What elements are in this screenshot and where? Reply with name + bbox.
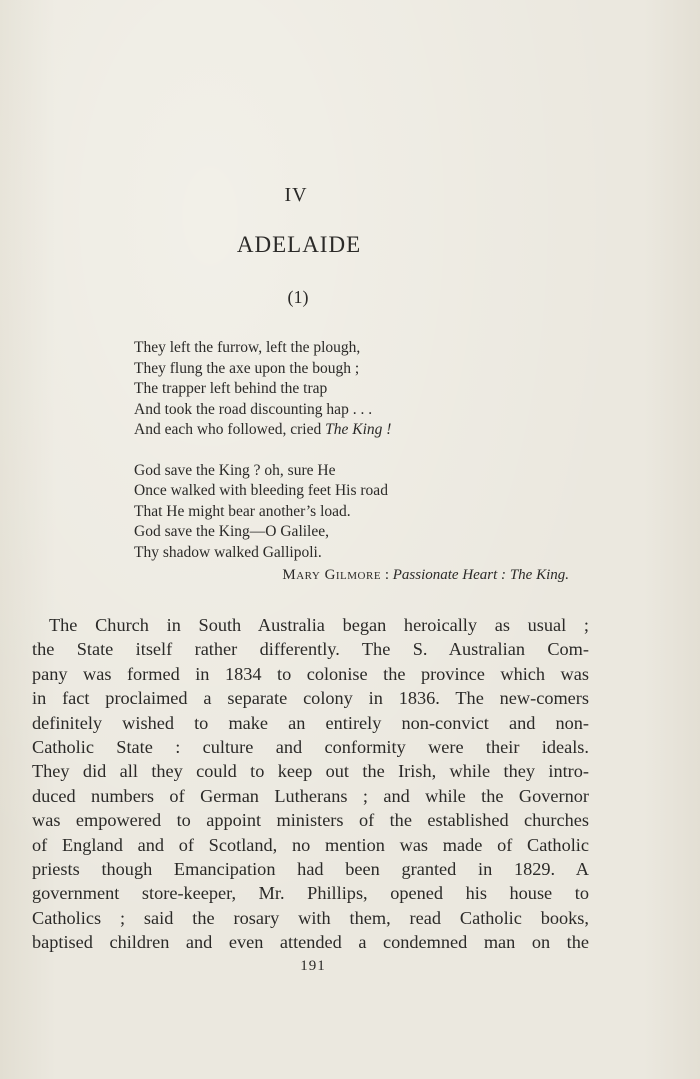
chapter-title: ADELAIDE xyxy=(236,232,362,257)
poem-stanza-2 xyxy=(134,461,391,564)
body-line: Catholic State : culture and conformity were their ideals. xyxy=(32,736,589,757)
poem-line: That He might bear another’s load. xyxy=(134,502,351,520)
poem-line xyxy=(134,420,391,441)
body-line: baptised children and even attended a condemned man on the xyxy=(32,932,589,953)
page-number: 191 xyxy=(300,958,326,974)
body-line: pany was formed in 1834 to colonise the province which was xyxy=(32,663,589,684)
body-line: the State itself rather differently. The S. Australian Com- xyxy=(32,639,589,660)
poem-stanza-1 xyxy=(134,338,391,441)
poem-line: God save the King—O Galilee, xyxy=(134,523,329,540)
body-line: was empowered to appoint ministers of the established churches xyxy=(32,810,589,831)
poem-line: Thy shadow walked Gallipoli. xyxy=(134,543,322,561)
body-paragraph xyxy=(32,613,589,954)
body-line: government store-keeper, Mr. Phillips, opened his house to xyxy=(32,883,589,904)
poem-line: They flung the axe upon the bough ; xyxy=(134,359,360,377)
body-line: They did all they could to keep out the Irish, while they intro- xyxy=(32,761,589,782)
epigraph-attribution xyxy=(282,567,569,584)
body-line: in fact proclaimed a separate colony in 1836. The new-comers xyxy=(32,688,589,709)
chapter-number: IV xyxy=(284,184,308,206)
body-line: duced numbers of German Lutherans ; and while the Governor xyxy=(32,785,589,806)
body-line: priests though Emancipation had been granted in 1829. A xyxy=(32,858,589,879)
poem-line-italic: The King ! xyxy=(325,421,392,438)
body-line: Catholics ; said the rosary with them, read Catholic books, xyxy=(32,907,589,928)
body-line: definitely wished to make an entirely non-convict and non- xyxy=(32,712,589,733)
poem-line: God save the King ? oh, sure He xyxy=(134,461,336,479)
poem-line: They left the furrow, left the plough, xyxy=(134,339,361,356)
poem-line-text: And each who followed, cried xyxy=(134,421,322,438)
attribution-poem-title: The King. xyxy=(509,567,569,583)
poem-line: And took the road discounting hap . . . xyxy=(134,400,373,418)
attribution-work: Passionate Heart : xyxy=(392,567,507,583)
epigraph-poem xyxy=(134,338,391,563)
body-line: The Church in South Australia began heroically as usual ; xyxy=(49,615,589,635)
poem-line: Once walked with bleeding feet His road xyxy=(134,482,388,499)
body-line: of England and of Scotland, no mention was made of Catholic xyxy=(32,834,589,855)
attribution-separator: : xyxy=(381,567,393,583)
poem-line: The trapper left behind the trap xyxy=(134,380,328,397)
attribution-author: Mary Gilmore xyxy=(282,567,382,583)
section-number: (1) xyxy=(287,287,309,307)
